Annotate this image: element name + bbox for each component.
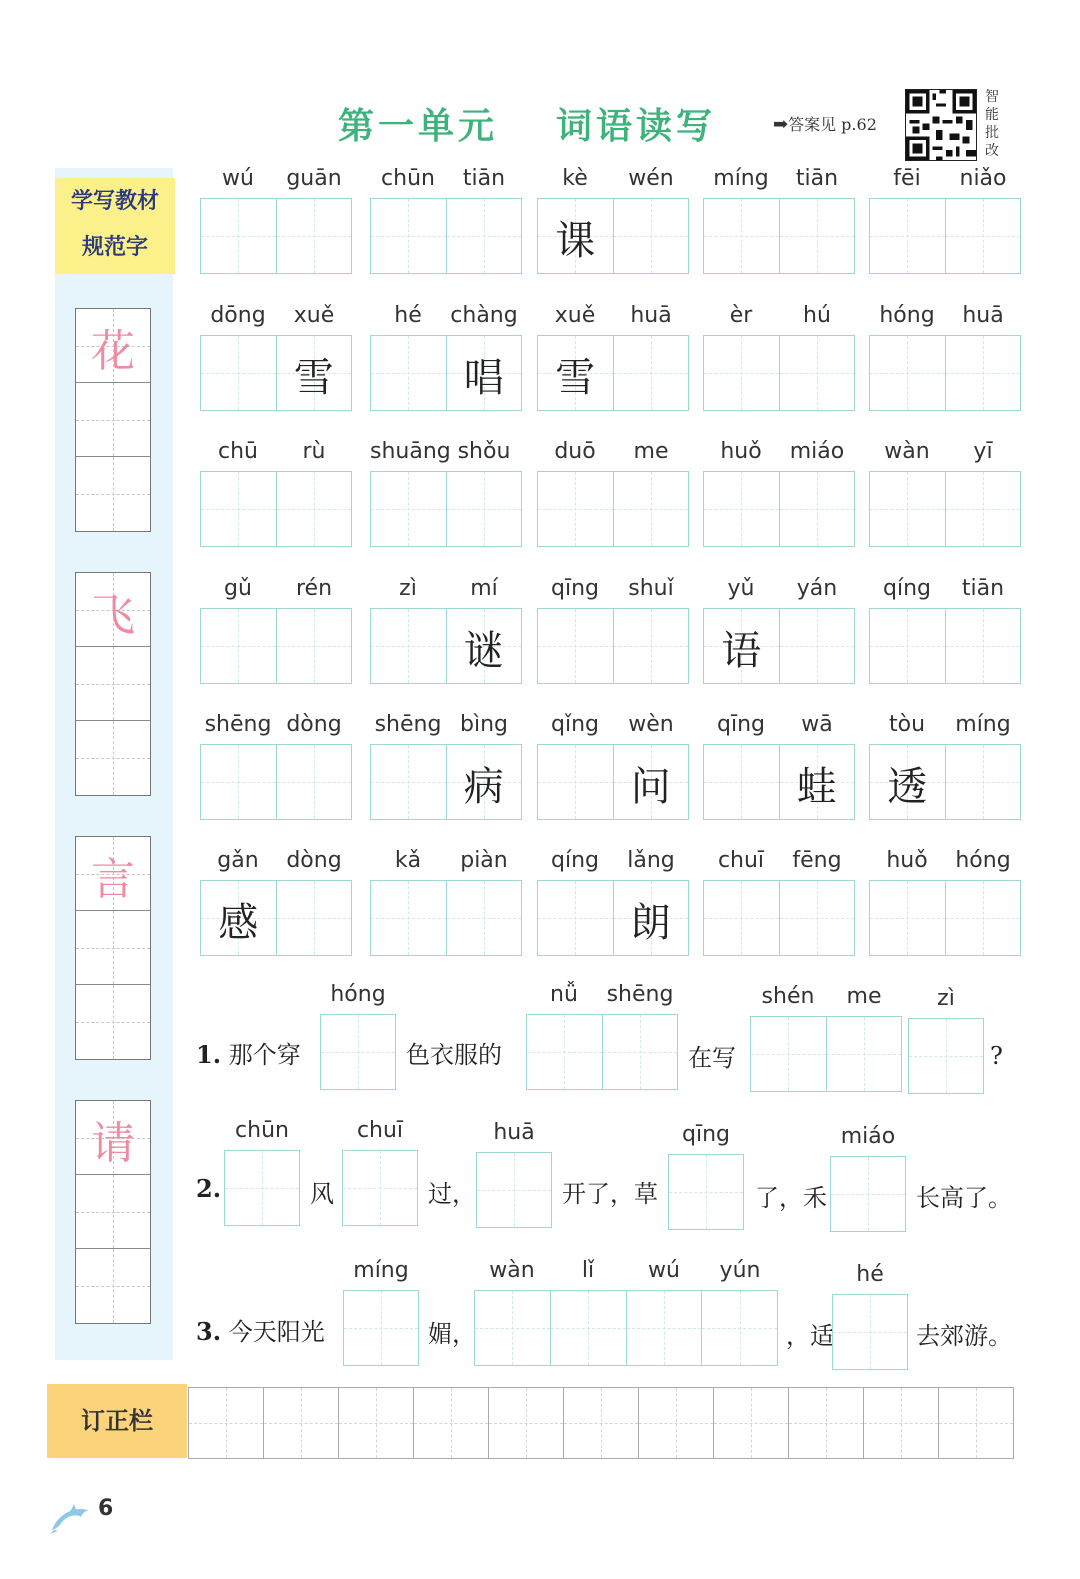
answer-boxes[interactable] xyxy=(668,1154,744,1230)
pinyin: piàn xyxy=(460,848,508,873)
pinyin: chūn xyxy=(381,166,435,191)
pinyin: xuě xyxy=(554,303,596,328)
tianzige-cell[interactable] xyxy=(446,336,522,410)
model-character: 请 xyxy=(91,1118,135,1169)
word-item xyxy=(537,166,689,276)
answer-boxes[interactable] xyxy=(908,1018,984,1094)
tianzige-cell[interactable] xyxy=(833,1295,907,1369)
tianzige-cell[interactable] xyxy=(779,745,855,819)
answer-boxes[interactable] xyxy=(526,1014,678,1090)
sentence-2-text-3: 开了，草 xyxy=(562,1180,658,1208)
tianzige-cell[interactable] xyxy=(538,199,613,273)
tianzige-cell[interactable] xyxy=(870,881,945,955)
tianzige-pair[interactable] xyxy=(537,608,689,684)
pinyin: wàn xyxy=(489,1258,535,1283)
tianzige-cell[interactable] xyxy=(538,609,613,683)
tianzige-cell[interactable] xyxy=(371,472,446,546)
pinyin: èr xyxy=(729,303,753,328)
tianzige-cell[interactable] xyxy=(446,881,522,955)
pinyin: dòng xyxy=(286,712,342,737)
pinyin: chuī xyxy=(717,848,765,873)
tianzige-cell[interactable] xyxy=(276,336,352,410)
pinyin: wú xyxy=(222,166,254,191)
word-item xyxy=(703,576,855,686)
pinyin: gǔ xyxy=(224,576,252,601)
tianzige-cell[interactable] xyxy=(626,1291,702,1365)
tianzige-pair[interactable] xyxy=(200,880,352,956)
sentence-1-text-4: ? xyxy=(990,1042,1003,1070)
word-item xyxy=(537,303,689,413)
sentence-2-text-5: 长高了。 xyxy=(916,1184,1012,1212)
word-item xyxy=(869,439,1021,549)
sidebar-label: 学写教材 规范字 xyxy=(55,178,175,274)
word-item xyxy=(200,848,352,958)
pinyin: yán xyxy=(796,576,838,601)
tianzige-pair[interactable] xyxy=(370,744,522,820)
tianzige-cell[interactable] xyxy=(704,199,779,273)
pinyin: zì xyxy=(937,986,955,1011)
tianzige-cell[interactable] xyxy=(225,1151,299,1225)
pinyin: yǔ xyxy=(727,576,755,601)
tianzige-cell[interactable] xyxy=(779,472,855,546)
tianzige-cell[interactable] xyxy=(538,881,613,955)
correction-cell[interactable] xyxy=(788,1388,863,1458)
tianzige-cell[interactable] xyxy=(201,336,276,410)
tianzige-cell[interactable] xyxy=(945,199,1021,273)
tianzige-cell[interactable] xyxy=(779,336,855,410)
word-item xyxy=(200,439,352,549)
printed-character: 朗 xyxy=(630,900,671,946)
tianzige-cell[interactable] xyxy=(527,1015,602,1089)
pinyin: mí xyxy=(470,576,498,601)
tianzige-pair[interactable] xyxy=(370,335,522,411)
pinyin: shēng xyxy=(204,712,272,737)
pinyin: wā xyxy=(801,712,833,737)
pinyin: rén xyxy=(295,576,333,601)
printed-character: 课 xyxy=(555,218,596,264)
tianzige-cell[interactable] xyxy=(945,472,1021,546)
tianzige-cell[interactable] xyxy=(704,881,779,955)
pinyin: chuī xyxy=(356,1118,404,1143)
answer-reference xyxy=(773,112,877,135)
tianzige-cell[interactable] xyxy=(371,609,446,683)
printed-character: 问 xyxy=(630,764,671,810)
pinyin: lǎng xyxy=(627,848,675,873)
pinyin: me xyxy=(633,439,669,464)
tianzige-pair[interactable] xyxy=(869,744,1021,820)
pinyin: chūn xyxy=(235,1118,289,1143)
tianzige-cell[interactable] xyxy=(201,881,276,955)
pinyin: hú xyxy=(803,303,831,328)
tianzige-cell[interactable] xyxy=(201,609,276,683)
printed-character: 透 xyxy=(887,764,928,810)
sentence-1-text-2: 色衣服的 xyxy=(406,1041,502,1069)
tianzige-cell[interactable] xyxy=(201,745,276,819)
pinyin: yī xyxy=(973,439,993,464)
pinyin: míng xyxy=(353,1258,409,1283)
pinyin: niǎo xyxy=(959,166,1007,191)
tianzige-cell[interactable] xyxy=(613,609,689,683)
arrow-right-icon: ➡ xyxy=(773,114,789,135)
tianzige-pair[interactable] xyxy=(703,471,855,547)
printed-character: 蛙 xyxy=(796,764,837,810)
pinyin: xuě xyxy=(293,303,335,328)
pinyin: shuāng xyxy=(370,439,451,464)
answer-boxes[interactable] xyxy=(343,1290,419,1366)
word-item xyxy=(703,166,855,276)
word-item xyxy=(370,439,522,549)
tianzige-cell[interactable] xyxy=(477,1153,551,1227)
tianzige-pair[interactable] xyxy=(537,335,689,411)
word-item xyxy=(370,303,522,413)
tianzige-cell[interactable] xyxy=(831,1157,905,1231)
answer-boxes[interactable] xyxy=(750,1016,902,1092)
correction-cell[interactable] xyxy=(563,1388,638,1458)
pinyin: tiān xyxy=(462,166,506,191)
tianzige-pair[interactable] xyxy=(869,608,1021,684)
sentence-2-num: 2. xyxy=(196,1174,222,1203)
pinyin: qīng xyxy=(717,712,765,737)
answer-ref-text: 答案见 p.62 xyxy=(788,115,877,134)
tianzige-pair[interactable] xyxy=(703,335,855,411)
tianzige-cell[interactable] xyxy=(613,881,689,955)
word-item xyxy=(370,712,522,822)
tianzige-pair[interactable] xyxy=(370,198,522,274)
pinyin: gǎn xyxy=(217,848,259,873)
tianzige-pair[interactable] xyxy=(703,744,855,820)
tianzige-cell[interactable] xyxy=(704,472,779,546)
tianzige-cell[interactable] xyxy=(446,745,522,819)
tianzige-cell[interactable] xyxy=(371,336,446,410)
tianzige-pair[interactable] xyxy=(370,608,522,684)
printed-character: 病 xyxy=(463,764,504,810)
tianzige-cell[interactable] xyxy=(704,745,779,819)
tianzige-pair[interactable] xyxy=(200,198,352,274)
sentence-3-text-3: ，适 xyxy=(786,1322,834,1350)
pinyin: qīng xyxy=(682,1122,730,1147)
pinyin: kǎ xyxy=(394,848,422,873)
pinyin: tiān xyxy=(961,576,1005,601)
tianzige-pair[interactable] xyxy=(703,198,855,274)
pinyin: huā xyxy=(630,303,672,328)
correction-cell[interactable] xyxy=(338,1388,413,1458)
pinyin: bìng xyxy=(460,712,508,737)
pinyin: rù xyxy=(302,439,326,464)
pinyin: shēng xyxy=(374,712,442,737)
tianzige-cell[interactable] xyxy=(945,336,1021,410)
pinyin: nǚ xyxy=(550,982,578,1007)
qr-code-icon[interactable] xyxy=(905,89,977,161)
pinyin: miáo xyxy=(840,1124,896,1149)
dolphin-icon xyxy=(50,1500,94,1536)
pinyin: hóng xyxy=(955,848,1011,873)
printed-character: 雪 xyxy=(555,355,596,401)
tianzige-cell[interactable] xyxy=(779,199,855,273)
ai-grading-label: 智 能 批 改 xyxy=(985,89,999,159)
printed-character: 语 xyxy=(721,628,762,674)
answer-boxes[interactable] xyxy=(476,1152,552,1228)
pinyin: duō xyxy=(554,439,596,464)
tianzige-cell[interactable] xyxy=(870,472,945,546)
tianzige-cell[interactable] xyxy=(321,1015,395,1089)
tianzige-cell[interactable] xyxy=(751,1017,826,1091)
pinyin: tiān xyxy=(795,166,839,191)
tianzige-cell[interactable] xyxy=(538,472,613,546)
pinyin: huǒ xyxy=(720,439,762,464)
sentence-2-text-4: 了，禾 xyxy=(755,1184,827,1212)
tianzige-cell[interactable] xyxy=(945,881,1021,955)
pinyin: hóng xyxy=(330,982,386,1007)
answer-boxes[interactable] xyxy=(224,1150,300,1226)
tianzige-cell[interactable] xyxy=(704,609,779,683)
section-title: 词语读写 xyxy=(556,105,717,147)
tianzige-cell[interactable] xyxy=(446,199,522,273)
tianzige-pair[interactable] xyxy=(537,198,689,274)
tianzige-pair[interactable] xyxy=(537,471,689,547)
pinyin: dōng xyxy=(210,303,266,328)
word-item xyxy=(869,166,1021,276)
sentence-1-text-3: 在写 xyxy=(688,1044,736,1072)
tianzige-cell[interactable] xyxy=(870,336,945,410)
sentence-3-text-2: 媚， xyxy=(428,1320,476,1348)
pinyin: shuǐ xyxy=(628,576,674,601)
tianzige-cell[interactable] xyxy=(704,336,779,410)
pinyin: hóng xyxy=(879,303,935,328)
tianzige-pair[interactable] xyxy=(200,335,352,411)
tianzige-pair[interactable] xyxy=(537,880,689,956)
tianzige-cell[interactable] xyxy=(779,609,855,683)
word-item xyxy=(200,303,352,413)
answer-boxes[interactable] xyxy=(342,1150,418,1226)
pinyin: miáo xyxy=(789,439,845,464)
pinyin: chū xyxy=(218,439,258,464)
pinyin: yún xyxy=(719,1258,761,1283)
pinyin: guān xyxy=(286,166,342,191)
pinyin: qǐng xyxy=(551,712,599,737)
correction-cell[interactable] xyxy=(713,1388,788,1458)
practice-column[interactable] xyxy=(75,572,151,796)
tianzige-cell[interactable] xyxy=(870,199,945,273)
pinyin: shén xyxy=(761,984,815,1009)
word-item xyxy=(703,303,855,413)
tianzige-pair[interactable] xyxy=(869,471,1021,547)
practice-column[interactable] xyxy=(75,836,151,1060)
word-item xyxy=(200,576,352,686)
pinyin: wèn xyxy=(628,712,674,737)
pinyin: fēi xyxy=(893,166,921,191)
pinyin: míng xyxy=(713,166,769,191)
tianzige-cell[interactable] xyxy=(475,1291,550,1365)
model-character: 花 xyxy=(91,326,135,377)
answer-boxes[interactable] xyxy=(832,1294,908,1370)
tianzige-cell[interactable] xyxy=(538,745,613,819)
tianzige-cell[interactable] xyxy=(371,199,446,273)
tianzige-pair[interactable] xyxy=(703,608,855,684)
printed-character: 谜 xyxy=(463,628,504,674)
practice-column[interactable] xyxy=(75,308,151,532)
sentence-3-start: 3. 今天阳光 xyxy=(196,1317,325,1346)
pinyin: qíng xyxy=(551,848,599,873)
tianzige-cell[interactable] xyxy=(276,199,352,273)
pinyin: wàn xyxy=(884,439,930,464)
tianzige-cell[interactable] xyxy=(613,472,689,546)
word-item xyxy=(200,712,352,822)
tianzige-cell[interactable] xyxy=(343,1151,417,1225)
tianzige-cell[interactable] xyxy=(945,609,1021,683)
tianzige-cell[interactable] xyxy=(870,609,945,683)
tianzige-pair[interactable] xyxy=(370,471,522,547)
correction-grid[interactable] xyxy=(188,1387,1014,1459)
word-item xyxy=(537,848,689,958)
tianzige-cell[interactable] xyxy=(538,336,613,410)
pinyin: huā xyxy=(962,303,1004,328)
word-item xyxy=(370,576,522,686)
unit-title: 第一单元 xyxy=(338,105,499,147)
pinyin: wú xyxy=(648,1258,680,1283)
word-item xyxy=(537,576,689,686)
word-item xyxy=(370,848,522,958)
tianzige-cell[interactable] xyxy=(371,881,446,955)
tianzige-cell[interactable] xyxy=(276,881,352,955)
pinyin: qíng xyxy=(883,576,931,601)
tianzige-cell[interactable] xyxy=(276,609,352,683)
word-item xyxy=(869,848,1021,958)
correction-cell[interactable] xyxy=(263,1388,338,1458)
pinyin: chàng xyxy=(450,303,518,328)
pinyin: huā xyxy=(493,1120,535,1145)
tianzige-cell[interactable] xyxy=(701,1291,777,1365)
tianzige-pair[interactable] xyxy=(200,744,352,820)
sentence-2-text-2: 过， xyxy=(428,1180,476,1208)
answer-boxes[interactable] xyxy=(830,1156,906,1232)
word-item xyxy=(537,712,689,822)
tianzige-cell[interactable] xyxy=(602,1015,678,1089)
tianzige-cell[interactable] xyxy=(909,1019,983,1093)
printed-character: 唱 xyxy=(463,355,504,401)
pinyin: me xyxy=(846,984,882,1009)
word-item xyxy=(869,712,1021,822)
word-item xyxy=(370,166,522,276)
model-character: 言 xyxy=(91,854,135,905)
answer-boxes[interactable] xyxy=(474,1290,778,1366)
pinyin: shēng xyxy=(606,982,674,1007)
sentence-3-text-4: 去郊游。 xyxy=(916,1322,1012,1350)
pinyin: wén xyxy=(628,166,674,191)
tianzige-cell[interactable] xyxy=(344,1291,418,1365)
tianzige-cell[interactable] xyxy=(945,745,1021,819)
pinyin: shǒu xyxy=(457,439,511,464)
word-item xyxy=(869,576,1021,686)
tianzige-cell[interactable] xyxy=(870,745,945,819)
sentence-2-text-1: 风 xyxy=(310,1180,334,1208)
tianzige-cell[interactable] xyxy=(201,199,276,273)
tianzige-pair[interactable] xyxy=(869,335,1021,411)
tianzige-cell[interactable] xyxy=(613,199,689,273)
tianzige-pair[interactable] xyxy=(537,744,689,820)
word-item xyxy=(703,712,855,822)
tianzige-cell[interactable] xyxy=(613,745,689,819)
pinyin: qīng xyxy=(551,576,599,601)
tianzige-pair[interactable] xyxy=(200,471,352,547)
tianzige-cell[interactable] xyxy=(446,609,522,683)
tianzige-cell[interactable] xyxy=(446,472,522,546)
sentence-1-start: 1. 那个穿 xyxy=(196,1040,301,1069)
pinyin: hé xyxy=(394,303,422,328)
printed-character: 感 xyxy=(218,900,259,946)
pinyin: lǐ xyxy=(581,1258,595,1283)
pinyin: huǒ xyxy=(886,848,928,873)
practice-column[interactable] xyxy=(75,1100,151,1324)
correction-cell[interactable] xyxy=(189,1388,263,1458)
correction-label: 订正栏 xyxy=(47,1384,187,1458)
correction-cell[interactable] xyxy=(488,1388,563,1458)
correction-cell[interactable] xyxy=(413,1388,488,1458)
tianzige-cell[interactable] xyxy=(826,1017,902,1091)
tianzige-pair[interactable] xyxy=(869,198,1021,274)
pinyin: hé xyxy=(856,1262,884,1287)
word-item xyxy=(703,439,855,549)
tianzige-cell[interactable] xyxy=(550,1291,626,1365)
pinyin: míng xyxy=(955,712,1011,737)
pinyin: dòng xyxy=(286,848,342,873)
tianzige-pair[interactable] xyxy=(703,880,855,956)
word-item xyxy=(537,439,689,549)
tianzige-cell[interactable] xyxy=(276,745,352,819)
tianzige-pair[interactable] xyxy=(200,608,352,684)
tianzige-cell[interactable] xyxy=(613,336,689,410)
tianzige-cell[interactable] xyxy=(371,745,446,819)
pinyin: kè xyxy=(562,166,588,191)
printed-character: 雪 xyxy=(293,355,334,401)
pinyin: zì xyxy=(399,576,417,601)
correction-cell[interactable] xyxy=(863,1388,938,1458)
tianzige-cell[interactable] xyxy=(276,472,352,546)
page-number: 6 xyxy=(98,1496,114,1521)
tianzige-cell[interactable] xyxy=(669,1155,743,1229)
pinyin: tòu xyxy=(888,712,926,737)
tianzige-pair[interactable] xyxy=(869,880,1021,956)
pinyin: fēng xyxy=(792,848,842,873)
tianzige-cell[interactable] xyxy=(779,881,855,955)
correction-cell[interactable] xyxy=(938,1388,1013,1458)
answer-boxes[interactable] xyxy=(320,1014,396,1090)
correction-cell[interactable] xyxy=(638,1388,713,1458)
word-item xyxy=(200,166,352,276)
word-item xyxy=(869,303,1021,413)
model-character: 飞 xyxy=(91,590,135,641)
tianzige-pair[interactable] xyxy=(370,880,522,956)
word-item xyxy=(703,848,855,958)
tianzige-cell[interactable] xyxy=(201,472,276,546)
